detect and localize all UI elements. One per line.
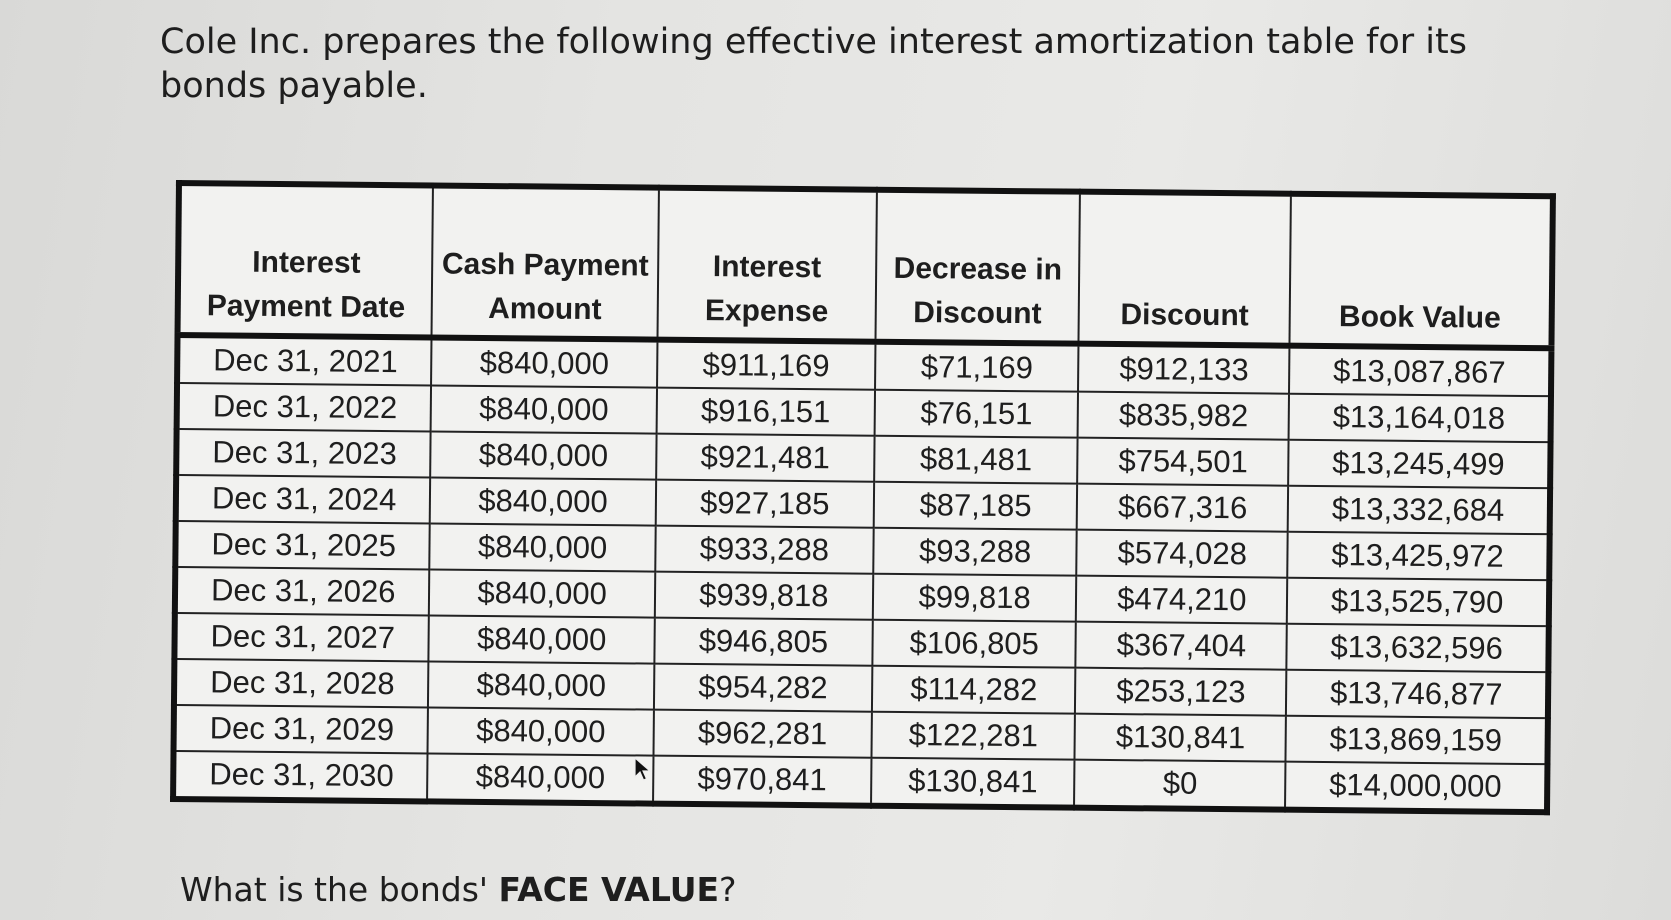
cell-discount: $0 bbox=[1074, 760, 1285, 810]
question-emphasis: FACE VALUE bbox=[498, 870, 720, 909]
cell-date: Dec 31, 2023 bbox=[176, 429, 431, 477]
cell-cash-payment: $840,000 bbox=[428, 707, 654, 755]
question-text bbox=[180, 870, 737, 909]
cell-interest-expense: $939,818 bbox=[655, 572, 874, 620]
cell-cash-payment: $840,000 bbox=[429, 615, 655, 663]
cell-book-value: $13,332,684 bbox=[1288, 486, 1550, 535]
cell-decrease-in-discount: $76,151 bbox=[874, 390, 1078, 438]
cell-decrease-in-discount: $122,281 bbox=[871, 712, 1075, 760]
cell-date: Dec 31, 2022 bbox=[177, 383, 432, 431]
header-interest-payment-date: Interest Payment Date bbox=[178, 183, 434, 337]
cell-book-value: $13,632,596 bbox=[1287, 624, 1549, 673]
cell-interest-expense: $970,841 bbox=[653, 756, 872, 806]
cell-book-value: $13,746,877 bbox=[1286, 670, 1548, 719]
cell-discount: $912,133 bbox=[1078, 344, 1289, 394]
cell-date: Dec 31, 2029 bbox=[174, 705, 429, 753]
cell-decrease-in-discount: $93,288 bbox=[873, 528, 1077, 576]
cell-date: Dec 31, 2028 bbox=[174, 659, 429, 707]
cell-date: Dec 31, 2030 bbox=[173, 751, 428, 801]
amortization-table-container bbox=[170, 180, 1556, 815]
cell-date: Dec 31, 2026 bbox=[175, 567, 430, 615]
header-book-value: Book Value bbox=[1290, 194, 1553, 349]
cell-interest-expense: $933,288 bbox=[655, 526, 874, 574]
cell-interest-expense: $962,281 bbox=[653, 710, 872, 758]
cell-date: Dec 31, 2025 bbox=[175, 521, 430, 569]
cell-book-value: $13,245,499 bbox=[1288, 440, 1550, 489]
cell-discount: $253,123 bbox=[1075, 668, 1286, 716]
cell-decrease-in-discount: $99,818 bbox=[873, 574, 1077, 622]
cell-interest-expense: $921,481 bbox=[656, 434, 875, 482]
cell-decrease-in-discount: $114,282 bbox=[872, 666, 1076, 714]
cell-book-value: $13,869,159 bbox=[1286, 716, 1548, 765]
cell-interest-expense: $927,185 bbox=[656, 480, 875, 528]
cell-interest-expense: $916,151 bbox=[656, 388, 875, 436]
cell-book-value: $13,087,867 bbox=[1289, 346, 1551, 397]
cell-interest-expense: $911,169 bbox=[657, 340, 876, 390]
header-interest-expense: Interest Expense bbox=[657, 188, 877, 342]
cell-decrease-in-discount: $87,185 bbox=[874, 482, 1078, 530]
mouse-pointer-icon bbox=[634, 757, 652, 783]
cell-decrease-in-discount: $71,169 bbox=[875, 342, 1079, 392]
cell-cash-payment: $840,000 bbox=[428, 661, 654, 709]
cell-date: Dec 31, 2027 bbox=[174, 613, 429, 661]
cell-cash-payment: $840,000 bbox=[431, 337, 657, 387]
cell-book-value: $14,000,000 bbox=[1285, 762, 1547, 813]
cell-date: Dec 31, 2021 bbox=[177, 335, 432, 385]
cell-cash-payment: $840,000 bbox=[431, 385, 657, 433]
cell-cash-payment: $840,000 bbox=[427, 753, 653, 803]
cell-cash-payment: $840,000 bbox=[430, 523, 656, 571]
question-suffix: ? bbox=[719, 870, 737, 909]
header-discount: Discount bbox=[1079, 192, 1291, 346]
cell-decrease-in-discount: $130,841 bbox=[871, 758, 1075, 808]
cell-date: Dec 31, 2024 bbox=[176, 475, 431, 523]
cell-interest-expense: $946,805 bbox=[654, 618, 873, 666]
question-prefix: What is the bonds' bbox=[180, 870, 499, 909]
cell-decrease-in-discount: $81,481 bbox=[874, 436, 1078, 484]
cell-cash-payment: $840,000 bbox=[429, 569, 655, 617]
cell-discount: $667,316 bbox=[1077, 484, 1288, 532]
cell-cash-payment: $840,000 bbox=[431, 431, 657, 479]
cell-cash-payment: $840,000 bbox=[430, 477, 656, 525]
cell-discount: $835,982 bbox=[1078, 392, 1289, 440]
cell-discount: $574,028 bbox=[1077, 530, 1288, 578]
cell-book-value: $13,525,790 bbox=[1287, 578, 1549, 627]
cell-discount: $754,501 bbox=[1078, 438, 1289, 486]
table-header-row bbox=[178, 183, 1553, 348]
cell-book-value: $13,164,018 bbox=[1289, 394, 1551, 443]
amortization-table bbox=[170, 180, 1556, 815]
cell-interest-expense: $954,282 bbox=[654, 664, 873, 712]
cell-discount: $367,404 bbox=[1076, 622, 1287, 670]
cell-book-value: $13,425,972 bbox=[1287, 532, 1549, 581]
header-cash-payment-amount: Cash Payment Amount bbox=[432, 185, 659, 339]
cell-discount: $474,210 bbox=[1076, 576, 1287, 624]
cell-discount: $130,841 bbox=[1075, 714, 1286, 762]
problem-statement: Cole Inc. prepares the following effective interest amortization table for its bonds payable. bbox=[160, 22, 1467, 106]
cell-decrease-in-discount: $106,805 bbox=[872, 620, 1076, 668]
header-decrease-in-discount: Decrease in Discount bbox=[875, 190, 1080, 344]
